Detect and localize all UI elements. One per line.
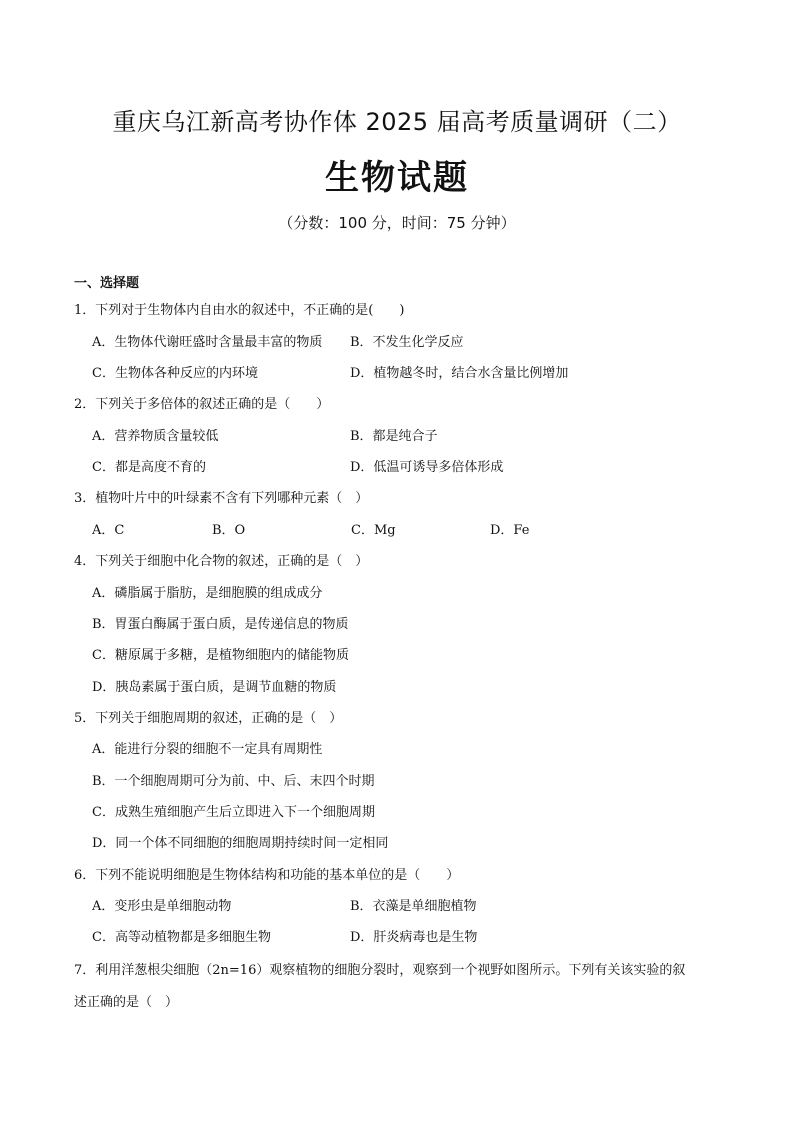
option-c: C．糖原属于多糖，是植物细胞内的储能物质 <box>92 648 349 663</box>
option-d: D．胰岛素属于蛋白质，是调节血糖的物质 <box>92 680 337 695</box>
question-stem: 5．下列关于细胞周期的叙述，正确的是（ ） <box>74 711 343 726</box>
option-c: C．成熟生殖细胞产生后立即进入下一个细胞周期 <box>92 805 375 820</box>
option-b: B．都是纯合子 <box>350 429 438 444</box>
option-b: B．胃蛋白酶属于蛋白质，是传递信息的物质 <box>92 617 349 632</box>
option-a: A．营养物质含量较低 <box>92 429 219 444</box>
question-stem: 2．下列关于多倍体的叙述正确的是（ ） <box>74 397 330 412</box>
option-c: C．高等动植物都是多细胞生物 <box>92 930 271 945</box>
option-c: C．Mg <box>351 523 396 538</box>
option-c: C．生物体各种反应的内环境 <box>92 366 258 381</box>
option-a: A．磷脂属于脂肪，是细胞膜的组成成分 <box>92 586 323 601</box>
option-b: B．不发生化学反应 <box>350 335 464 350</box>
option-d: D．Fe <box>490 523 530 538</box>
option-d: D．肝炎病毒也是生物 <box>350 930 478 945</box>
option-a: A．变形虫是单细胞动物 <box>92 899 232 914</box>
question-stem: 1．下列对于生物体内自由水的叙述中，不正确的是( ) <box>74 303 405 318</box>
option-b: B．一个细胞周期可分为前、中、后、末四个时期 <box>92 774 375 789</box>
section-heading: 一、选择题 <box>74 276 140 291</box>
option-d: D．同一个体不同细胞的细胞周期持续时间一定相同 <box>92 836 389 851</box>
question-stem: 3．植物叶片中的叶绿素不含有下列哪种元素（ ） <box>74 491 369 506</box>
option-d: D．植物越冬时，结合水含量比例增加 <box>350 366 569 381</box>
option-c: C．都是高度不育的 <box>92 460 206 475</box>
question-stem: 4．下列关于细胞中化合物的叙述，正确的是（ ） <box>74 554 369 569</box>
option-b: B．O <box>212 523 246 538</box>
question-stem: 6．下列不能说明细胞是生物体结构和功能的基本单位的是（ ） <box>74 868 460 883</box>
option-b: B．衣藻是单细胞植物 <box>350 899 477 914</box>
option-a: A．C <box>92 523 125 538</box>
option-a: A．能进行分裂的细胞不一定具有周期性 <box>92 742 323 757</box>
option-a: A．生物体代谢旺盛时含量最丰富的物质 <box>92 335 323 350</box>
question-stem-continuation: 述正确的是（ ） <box>74 995 179 1010</box>
exam-title: 重庆乌江新高考协作体 2025 届高考质量调研（二） <box>112 108 682 136</box>
subject-title: 生物试题 <box>325 158 469 198</box>
question-stem: 7．利用洋葱根尖细胞（2n=16）观察植物的细胞分裂时，观察到一个视野如图所示。下列有关该实验的叙 <box>74 963 686 978</box>
exam-meta: （分数：100 分，时间：75 分钟） <box>278 214 516 232</box>
option-d: D．低温可诱导多倍体形成 <box>350 460 504 475</box>
